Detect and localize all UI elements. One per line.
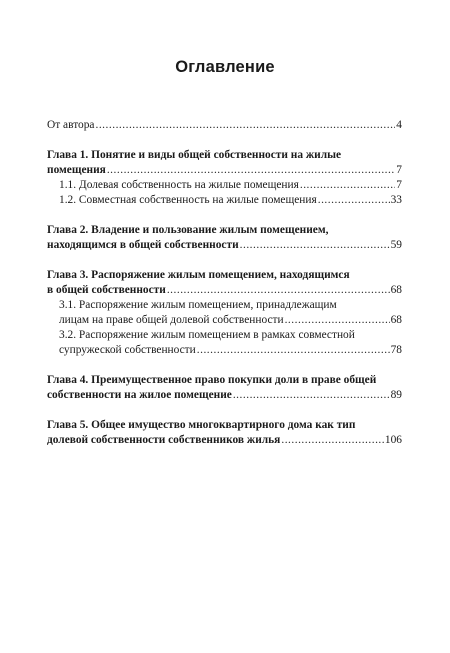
toc-entry-text: собственности на жилое помещение	[47, 389, 232, 401]
toc-entry-section-3-1[interactable]	[47, 298, 402, 328]
toc-entry-text: Глава 1. Понятие и виды общей собственности на жилые	[47, 149, 342, 161]
toc-page-number: 7	[396, 179, 402, 191]
dot-leader	[167, 283, 390, 298]
toc-entry-text: в общей собственности	[47, 284, 166, 296]
toc-entry-chapter-4[interactable]	[47, 373, 402, 403]
toc-entry-text: 1.2. Совместная собственность на жилые помещения	[59, 194, 317, 206]
toc-entry-text: 3.2. Распоряжение жилым помещением в рамках совместной	[59, 329, 355, 341]
toc-entry-section-1-2[interactable]	[47, 193, 402, 208]
toc-entry-text: долевой собственности собственников жилья	[47, 434, 281, 446]
toc-entry-text: Глава 2. Владение и пользование жилым помещением,	[47, 224, 329, 236]
toc-entry-text: Глава 3. Распоряжение жилым помещением, находящимся	[47, 269, 350, 281]
toc-entry-section-1-1[interactable]	[47, 178, 402, 193]
page-title: Оглавление	[175, 58, 275, 76]
toc-page-number: 68	[390, 314, 402, 326]
toc-entry-text: Глава 4. Преимущественное право покупки доли в праве общей	[47, 374, 377, 386]
dot-leader	[318, 193, 390, 208]
toc-page-number: 68	[390, 284, 402, 296]
dot-leader	[95, 118, 395, 133]
dot-leader	[197, 343, 390, 358]
toc-page-number: 59	[390, 239, 402, 251]
toc-page-number: 33	[390, 194, 402, 206]
toc-entry-text: супружеской собственности	[59, 344, 196, 356]
dot-leader	[300, 178, 395, 193]
toc-entry-chapter-2[interactable]	[47, 223, 402, 253]
toc-entry-chapter-1[interactable]	[47, 148, 402, 178]
toc-entry-chapter-3[interactable]	[47, 268, 402, 298]
dot-leader	[107, 163, 395, 178]
toc-page-number: 7	[396, 164, 402, 176]
dot-leader	[240, 238, 390, 253]
toc-entry-section-3-2[interactable]	[47, 328, 402, 358]
toc-entry-text: 3.1. Распоряжение жилым помещением, принадлежащим	[59, 299, 337, 311]
toc-entry-intro[interactable]	[47, 118, 402, 133]
dot-leader	[281, 433, 384, 448]
toc-page-number: 89	[390, 389, 402, 401]
toc-entry-text: находящимся в общей собственности	[47, 239, 239, 251]
toc-entry-text: помещения	[47, 164, 106, 176]
dot-leader	[285, 313, 390, 328]
toc-entry-text: Глава 5. Общее имущество многоквартирного дома как тип	[47, 419, 356, 431]
toc-page-number: 4	[396, 119, 402, 131]
toc-entry-text: лицам на праве общей долевой собственности	[59, 314, 284, 326]
toc-entry-chapter-5[interactable]	[47, 418, 402, 448]
toc-entry-text: 1.1. Долевая собственность на жилые помещения	[59, 179, 299, 191]
toc-entry-text: От автора	[47, 119, 95, 131]
table-of-contents	[47, 118, 402, 448]
dot-leader	[233, 388, 390, 403]
toc-page-number: 78	[390, 344, 402, 356]
toc-page-number: 106	[384, 434, 402, 446]
